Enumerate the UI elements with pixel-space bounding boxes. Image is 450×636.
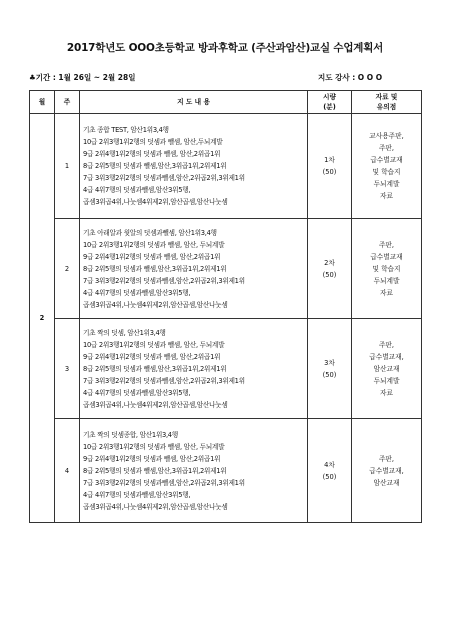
notes-cell	[352, 419, 422, 523]
session-number: 3차	[324, 358, 335, 367]
content-line: 10급 2위3행1위2행의 덧셈과 뺄셈, 암산, 두뇌계발	[83, 240, 225, 249]
period-text: ♣기간 : 1월 26일 ~ 2월 28일	[29, 73, 136, 82]
instructor-text: 지도 강사 : O O O	[318, 73, 383, 82]
session-number: 2차	[324, 258, 335, 267]
header-week: 주	[55, 91, 80, 114]
content-cell	[80, 419, 308, 523]
notes-cell	[352, 319, 422, 419]
table-row	[30, 114, 422, 219]
week-cell: 2	[55, 219, 80, 319]
header-month: 월	[30, 91, 55, 114]
content-line: 기초 아래알과 윗알의 덧셈과뺄셈, 암산1위3,4행	[83, 228, 217, 237]
header-notes	[352, 91, 422, 114]
header-notes-line: 자료 및	[375, 93, 398, 101]
content-line: 7급 3위3행2위2행의 덧셈과뺄셈,암산,2위곱2위,3위제1위	[83, 376, 245, 385]
content-line: 기초 종합 TEST, 암산1위3,4행	[83, 126, 169, 134]
notes-line: 자료	[380, 192, 393, 200]
notes-line: 주판,	[378, 340, 395, 349]
table-row	[30, 219, 422, 319]
header-session	[308, 91, 352, 114]
notes-line: 급수별교재,	[369, 352, 404, 361]
notes-line: 교사용주판,	[369, 132, 404, 140]
header-session-line: (분)	[323, 103, 336, 111]
document-title: 2017학년도 OOO초등학교 방과후학교 (주산과암산)교실 수업계획서	[66, 42, 384, 54]
session-minutes: (50)	[322, 370, 337, 379]
content-line: 곱셈3위곱4위,나눗셈4위제2위,암산곱셈,암산나눗셈	[83, 300, 228, 309]
lesson-plan-table	[29, 90, 422, 523]
content-line: 8급 2위5행의 덧셈과 뺄셈,암산,3위곱1위,2위제1위	[83, 264, 227, 273]
session-cell	[308, 114, 352, 219]
content-line: 4급 4위7행의 덧셈과뺄셈,암산3위5행,	[83, 186, 191, 194]
content-line: 9급 2위4행1위2행의 덧셈과 뺄셈, 암산,2위곱1위	[83, 352, 221, 361]
notes-line: 및 학습지	[372, 168, 401, 176]
week-cell: 1	[55, 114, 80, 219]
notes-line: 자료	[380, 288, 393, 297]
content-line: 4급 4위7행의 덧셈과뺄셈,암산3위5행,	[83, 288, 191, 297]
content-cell	[80, 219, 308, 319]
table-row	[30, 319, 422, 419]
content-line: 8급 2위5행의 덧셈과 뺄셈,암산,3위곱1위,2위제1위	[83, 466, 227, 475]
month-cell: 2	[30, 114, 55, 523]
session-cell	[308, 419, 352, 523]
content-line: 8급 2위5행의 덧셈과 뺄셈,암산,3위곱1위,2위제1위	[83, 364, 227, 373]
notes-line: 두뇌계발	[373, 180, 400, 188]
content-line: 7급 3위3행2위2행의 덧셈과뺄셈,암산,2위곱2위,3위제1위	[83, 276, 245, 285]
session-number: 1차	[324, 156, 335, 164]
content-line: 곱셈3위곱4위,나눗셈4위제2위,암산곱셈,암산나눗셈	[83, 502, 228, 511]
session-minutes: (50)	[322, 472, 337, 481]
week-cell: 3	[55, 319, 80, 419]
notes-line: 암산교재	[373, 478, 400, 487]
header-session-line: 시량	[323, 93, 336, 101]
header-notes-line: 유의점	[376, 103, 397, 111]
notes-line: 및 학습지	[372, 264, 401, 273]
content-line: 기초 짝의 덧셈종합, 암산1위3,4행	[83, 430, 178, 439]
content-cell	[80, 114, 308, 219]
notes-line: 주판,	[378, 240, 395, 249]
content-line: 4급 4위7행의 덧셈과뺄셈,암산3위5행,	[83, 490, 191, 499]
content-line: 기초 짝의 덧셈, 암산1위3,4행	[83, 328, 166, 337]
content-line: 곱셈3위곱4위,나눗셈4위제2위,암산곱셈,암산나눗셈	[83, 400, 228, 409]
notes-line: 두뇌계발	[373, 376, 400, 385]
header-content: 지 도 내 용	[80, 91, 308, 114]
session-minutes: (50)	[322, 270, 337, 279]
notes-line: 자료	[380, 388, 393, 397]
content-line: 10급 2위3행1위2행의 덧셈과 뺄셈, 암산, 두뇌계발	[83, 340, 225, 349]
session-number: 4차	[324, 460, 335, 469]
notes-line: 두뇌계발	[373, 276, 400, 285]
table-header-row	[30, 91, 422, 114]
content-cell	[80, 319, 308, 419]
content-line: 9급 2위4행1위2행의 덧셈과 뺄셈, 암산,2위곱1위	[83, 252, 221, 261]
content-line: 곱셈3위곱4위,나눗셈4위제2위,암산곱셈,암산나눗셈	[83, 198, 228, 206]
notes-line: 급수별교재,	[369, 466, 404, 475]
content-line: 8급 2위5행의 덧셈과 뺄셈,암산,3위곱1위,2위제1위	[83, 162, 227, 170]
notes-line: 급수별교재	[370, 252, 403, 261]
content-line: 4급 4위7행의 덧셈과뺄셈,암산3위5행,	[83, 388, 191, 397]
notes-cell	[352, 114, 422, 219]
content-line: 7급 3위3행2위2행의 덧셈과뺄셈,암산,2위곱2위,3위제1위	[83, 478, 245, 487]
notes-cell	[352, 219, 422, 319]
content-line: 10급 2위3행1위2행의 덧셈과 뺄셈, 암산, 두뇌계발	[83, 442, 225, 451]
content-line: 10급 2위3행1위2행의 덧셈과 뺄셈, 암산,두뇌계발	[83, 138, 223, 146]
session-minutes: (50)	[322, 168, 337, 176]
week-cell: 4	[55, 419, 80, 523]
table-row	[30, 419, 422, 523]
content-line: 7급 3위3행2위2행의 덧셈과뺄셈,암산,2위곱2위,3위제1위	[83, 174, 245, 182]
session-cell	[308, 219, 352, 319]
notes-line: 주판,	[378, 454, 395, 463]
notes-line: 암산교재	[373, 364, 400, 373]
content-line: 9급 2위4행1위2행의 덧셈과 뺄셈, 암산,2위곱1위	[83, 150, 221, 158]
content-line: 9급 2위4행1위2행의 덧셈과 뺄셈, 암산,2위곱1위	[83, 454, 221, 463]
session-cell	[308, 319, 352, 419]
notes-line: 주판,	[378, 144, 395, 152]
notes-line: 급수별교재	[370, 156, 403, 164]
